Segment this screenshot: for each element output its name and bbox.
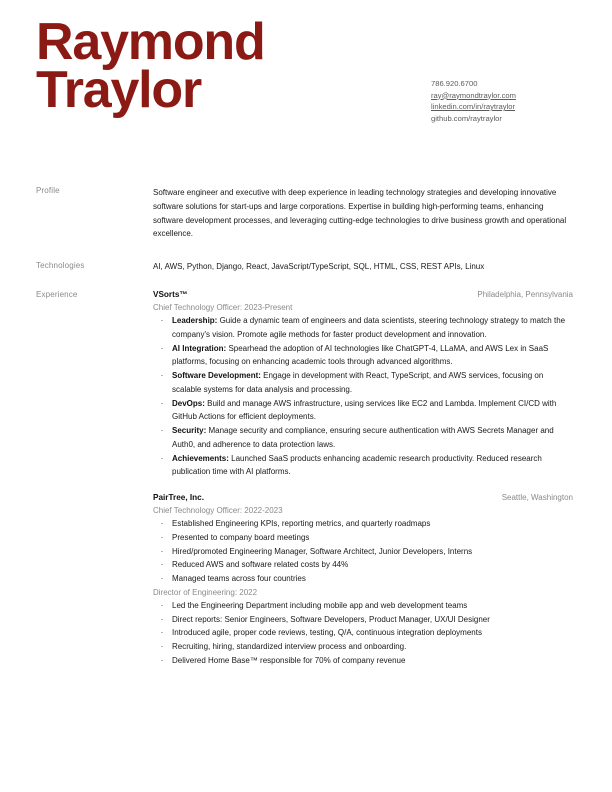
job-header <box>153 290 573 302</box>
bullet-lead-label: Software Development: <box>172 371 261 380</box>
job-location: Philadelphia, Pennsylvania <box>477 290 573 299</box>
bullet-text: Hired/promoted Engineering Manager, Software Architect, Junior Developers, Interns <box>172 546 473 556</box>
experience-content <box>153 290 573 668</box>
company-name: VSorts™ <box>153 290 188 299</box>
bullet-dot-icon: · <box>160 655 164 665</box>
bullet-dot-icon: · <box>160 426 164 435</box>
bullet-text: Delivered Home Base™ responsible for 70% of company revenue <box>172 655 406 665</box>
company-name: PairTree, Inc. <box>153 493 204 502</box>
resume-header <box>0 0 612 160</box>
bullet-text: Established Engineering KPIs, reporting metrics, and quarterly roadmaps <box>172 519 431 528</box>
bullet-dot-icon: · <box>160 560 164 570</box>
job-role-title: Chief Technology Officer: 2023-Present <box>153 303 293 312</box>
bullet-text: Managed teams across four countries <box>172 574 306 583</box>
technologies-content <box>153 261 573 273</box>
linkedin-link[interactable]: linkedin.com/in/raytraylor <box>431 102 515 112</box>
bullet-lead-label: AI Integration: <box>172 343 227 353</box>
profile-content <box>153 186 573 241</box>
bullet-text: Direct reports: Senior Engineers, Software Developers, Product Manager, UX/UI Designer <box>172 614 490 624</box>
bullet-lead-label: Security: <box>172 426 207 435</box>
contact-info <box>431 78 516 124</box>
job-bullet-item <box>153 654 573 668</box>
bullet-dot-icon: · <box>160 453 164 463</box>
last-name: Traylor <box>36 61 202 120</box>
bullet-text: Spearhead the adoption of AI technologies like ChatGPT-4, LLaMA, and AWS Lex in SaaS platforms, focusing on enhancing academic tools through advanced algorithms. <box>172 343 549 367</box>
bullet-dot-icon: · <box>160 546 164 556</box>
bullet-lead-label: Leadership: <box>172 316 218 325</box>
bullet-dot-icon: · <box>160 343 164 353</box>
bullet-dot-icon: · <box>160 519 164 528</box>
email-link[interactable]: ray@raymondtraylor.com <box>431 90 516 100</box>
bullet-dot-icon: · <box>160 316 164 325</box>
job-bullet-item <box>153 424 573 452</box>
job-bullet-item <box>153 314 573 342</box>
technologies-label: Technologies <box>36 261 85 270</box>
bullet-text: Introduced agile, proper code reviews, testing, Q/A, continuous integration deployments <box>172 628 482 638</box>
experience-job <box>153 290 573 479</box>
bullet-text: Led the Engineering Department including mobile app and web development teams <box>172 600 468 610</box>
candidate-name <box>36 13 265 120</box>
job-bullet-item <box>153 545 573 559</box>
bullet-lead-label: DevOps: <box>172 398 205 408</box>
job-bullet-list <box>153 314 573 479</box>
bullet-dot-icon: · <box>160 398 164 408</box>
job-bullet-item <box>153 369 573 397</box>
experience-job <box>153 493 573 668</box>
bullet-dot-icon: · <box>160 574 164 583</box>
bullet-dot-icon: · <box>160 371 164 380</box>
job-bullet-item <box>153 626 573 640</box>
technologies-text: AI, AWS, Python, Django, React, JavaScript/TypeScript, SQL, HTML, CSS, REST APIs, Linux <box>153 262 485 271</box>
github-link: github.com/raytraylor <box>431 113 502 123</box>
bullet-text: Engage in development with React, TypeScript, and AWS services, focusing on scalable systems for data analysis and processing. <box>172 371 544 394</box>
job-bullet-item <box>153 517 573 531</box>
bullet-text: Recruiting, hiring, standardized interview process and onboarding. <box>172 642 407 651</box>
job-header <box>153 493 573 505</box>
job-bullet-item <box>153 613 573 627</box>
job-role-title: Chief Technology Officer: 2022-2023 <box>153 506 283 515</box>
job-bullet-item <box>153 558 573 572</box>
job-bullet-item <box>153 397 573 425</box>
profile-label: Profile <box>36 186 60 195</box>
bullet-dot-icon: · <box>160 642 164 651</box>
first-name: Raymond <box>36 13 265 71</box>
bullet-text: Build and manage AWS infrastructure, using services like EC2 and Lambda. Implement CI/CD with GitHub Actions for efficient deployments. <box>172 398 557 422</box>
experience-label: Experience <box>36 290 78 299</box>
job-location: Seattle, Washington <box>501 493 573 502</box>
job-bullet-item <box>153 640 573 654</box>
bullet-dot-icon: · <box>160 614 164 624</box>
bullet-text: Launched SaaS products enhancing academic research productivity. Reduced research publication time with AI platforms. <box>172 453 542 477</box>
profile-text: Software engineer and executive with deep experience in leading technology strategies and developing innovative software solutions for start-ups and large corporations. Expertise in building high-performing teams, enhancing software development processes, and leveraging cutting-edge technologies to drive business growth and operational excellence. <box>153 188 567 239</box>
job-role-title: Director of Engineering: 2022 <box>153 587 258 597</box>
bullet-text: Guide a dynamic team of engineers and data scientists, steering technology strategy to match the company's vision. Promote agile methods for faster product development and innovation. <box>172 316 566 339</box>
bullet-text: Presented to company board meetings <box>172 532 310 542</box>
bullet-text: Manage security and compliance, ensuring secure authentication with AWS Secrets Manager and Auth0, and adherence to data protection laws. <box>172 426 554 449</box>
job-bullet-item <box>153 531 573 545</box>
bullet-text: Reduced AWS and software related costs by 44% <box>172 560 349 570</box>
job-bullet-item <box>153 572 573 586</box>
bullet-lead-label: Achievements: <box>172 453 229 463</box>
job-bullet-item <box>153 452 573 480</box>
bullet-dot-icon: · <box>160 628 164 638</box>
job-bullet-list <box>153 517 573 586</box>
job-bullet-list <box>153 599 573 668</box>
bullet-dot-icon: · <box>160 532 164 542</box>
job-bullet-item <box>153 342 573 370</box>
job-bullet-item <box>153 599 573 613</box>
bullet-dot-icon: · <box>160 600 164 610</box>
phone-number: 786.920.6700 <box>431 79 478 88</box>
